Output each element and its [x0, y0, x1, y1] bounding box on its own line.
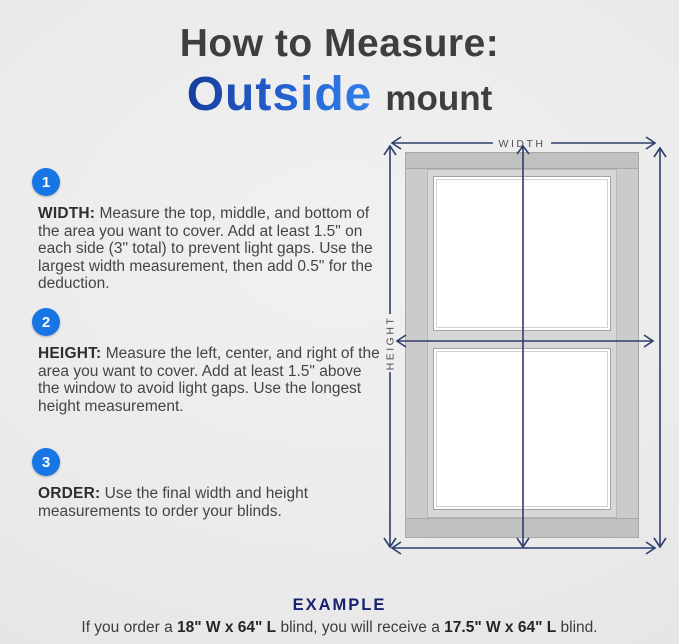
step-height [30, 308, 382, 415]
width-label: WIDTH [498, 138, 546, 150]
title-mount-type: Outside [186, 68, 373, 121]
step-3-paragraph [38, 485, 382, 520]
example-order-size: 18" W x 64" L [177, 619, 277, 636]
example-sentence [0, 619, 679, 637]
example-suffix: blind. [556, 619, 598, 636]
center-vertical-measure-line [517, 146, 529, 547]
step-order [30, 448, 382, 520]
step-2-label: HEIGHT: [38, 345, 102, 362]
height-label: HEIGHT [384, 315, 397, 371]
title-line2 [0, 67, 679, 122]
example-receive-size: 17.5" W x 64" L [444, 619, 557, 636]
right-height-arrow [654, 148, 666, 547]
example-prefix: If you order a [81, 619, 178, 636]
title-line1: How to Measure: [179, 22, 500, 65]
step-1-number-badge: 1 [32, 168, 60, 196]
example-middle: blind, you will receive a [276, 619, 445, 636]
middle-horizontal-measure-line [397, 335, 653, 347]
step-width [30, 168, 382, 293]
step-3-number-badge: 3 [32, 448, 60, 476]
step-2-paragraph [38, 345, 382, 415]
step-1-text: Measure the top, middle, and bottom of the area you want to cover. Add at least 1.5" on each side (3" total) to prevent light gaps. Use the largest width measurement, then add 0.5" for the deduction. [38, 205, 373, 292]
measurement-arrows [377, 130, 672, 555]
page-title [0, 22, 679, 122]
example-heading: EXAMPLE [292, 596, 387, 614]
step-1-label: WIDTH: [38, 205, 96, 222]
example-section [0, 596, 679, 637]
step-1-paragraph [38, 205, 382, 293]
step-3-text: Use the final width and height measurements to order your blinds. [38, 485, 309, 520]
step-2-number-badge: 2 [32, 308, 60, 336]
title-mount-word: mount [385, 79, 493, 118]
step-2-text: Measure the left, center, and right of the area you want to cover. Add at least 1.5" above the window to avoid light gaps. Use the longest height measurement. [38, 345, 380, 415]
step-3-label: ORDER: [38, 485, 101, 502]
